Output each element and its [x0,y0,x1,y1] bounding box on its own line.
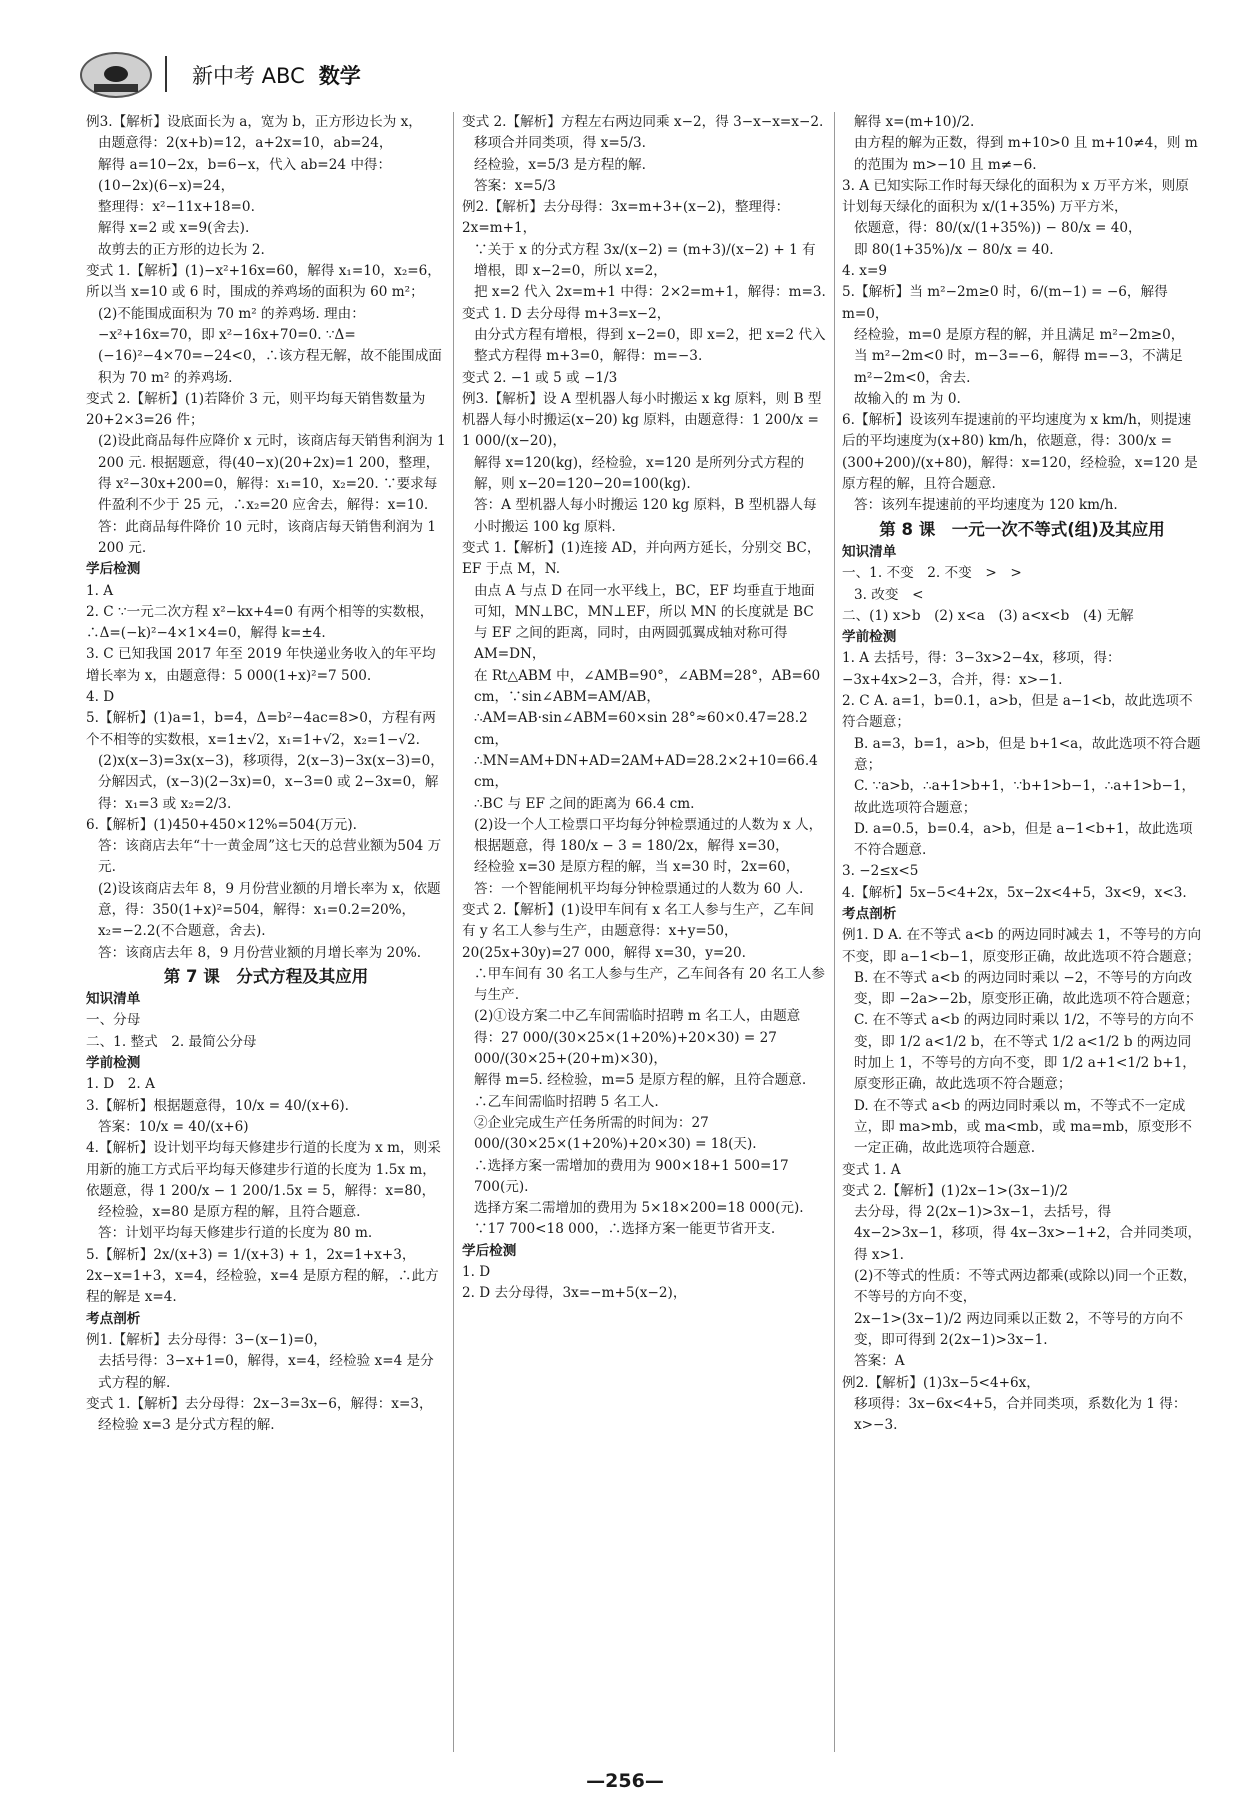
answer-column-right [842,112,1202,1752]
answer-line: ②企业完成生产任务所需的时间为：27 000/(30×25×(1+20%)+20×30) = 18(天). [474,1114,757,1153]
answer-line: 解得 a=10−2x，b=6−x，代入 ab=24 中得：(10−2x)(6−x)=24， [98,156,392,194]
answer-line: 去分母，得 2(2x−1)>3x−1，去括号，得 4x−2>3x−1，移项，得 4x−3x>−1+2，合并同类项，得 x>1. [854,1204,1202,1263]
answer-line: 4. D [86,689,115,706]
answer-line: 选择方案二需增加的费用为 5×18×200=18 000(元). [474,1200,804,1217]
page-number: —256— [586,1770,664,1792]
answer-line: ∴选择方案一需增加的费用为 900×18+1 500=17 700(元). [474,1157,789,1195]
section-heading: 学后检测 [462,1242,517,1259]
answer-line: (2)设该商店去年 8，9 月份营业额的月增长率为 x，依题意，得：350(1+x)²=504，解得：x₁=0.2=20%，x₂=−2.2(不合题意，舍去). [98,880,441,940]
answer-line: (2)设此商品每件应降价 x 元时，该商店每天销售利润为 1 200 元. 根据题意，得(40−x)(20+2x)=1 200，整理，得 x²−30x+200=0，解得：x₁=10，x₂=20. ∵要求每件盈利不少于 25 元，∴x₂=20 应舍去，解得：x=10. [98,433,446,514]
answer-line: C. ∵a>b，∴a+1>b+1，∵b+1>b−1，∴a+1>b−1，故此选项符合题意； [854,778,1196,816]
header-divider [165,56,167,92]
answer-line: 4. x=9 [842,263,887,280]
answer-line: 1. D 2. A [86,1076,155,1093]
answer-line: 3. C 已知我国 2017 年至 2019 年快递业务收入的年平均增长率为 x，由题意得：5 000(1+x)²=7 500. [86,646,436,684]
answer-line: 5.【解析】(1)a=1，b=4，Δ=b²−4ac=8>0，方程有两个不相等的实数根，x=1±√2，x₁=1+√2，x₂=1−√2. [86,710,436,748]
answer-line: 由方程的解为正数，得到 m+10>0 且 m+10≠4，则 m 的范围为 m>−10 且 m≠−6. [854,135,1198,173]
subject-title: 数学 [318,64,361,88]
example-answer: 变式 1.【解析】(1)连接 AD，并向两方延长，分别交 BC，EF 于点 M，N. [462,539,821,578]
answer-line: 1. A 去括号，得：3−3x>2−4x，移项，得：−3x+4x>2−3，合并，得：x>−1. [842,650,1121,688]
answer-line: 当 m²−2m<0 时，m−3=−6，解得 m=−3，不满足 m²−2m<0，舍去. [854,348,1183,386]
answer-line: 由点 A 与点 D 在同一水平线上，BC，EF 均垂直于地面可知，MN⊥BC，MN⊥EF，所以 MN 的长度就是 BC 与 EF 之间的距离，同时，由两圆弧翼成轴对称可得 AM=DN， [474,582,815,663]
answer-line: 故剪去的正方形的边长为 2. [98,241,265,258]
answer-line: 答：计划平均每天修建步行道的长度为 80 m. [98,1225,373,1242]
answer-line: D. 在不等式 a<b 的两边同时乘以 m，不等式不一定成立，即 ma>mb，或 ma<mb，或 ma=mb，原变形不一定正确，故此选项符合题意. [854,1097,1193,1157]
answer-line: 3. −2≤x<5 [842,863,919,880]
answer-line: 答：此商品每件降价 10 元时，该商店每天销售利润为 1 200 元. [98,518,436,556]
publisher-logo-icon [80,52,152,98]
section-heading: 考点剖析 [86,1310,141,1327]
answer-line: 依题意，得：80/(x/(1+35%)) − 80/x = 40， [854,220,1142,237]
answer-line: 经检验 x=30 是原方程的解，当 x=30 时，2x=60， [474,859,800,876]
answer-line: 3. 改变 < [854,586,924,603]
answer-line: D. a=0.5，b=0.4，a>b，但是 a−1<b+1，故此选项不符合题意. [854,820,1193,859]
answer-line: ∴乙车间需临时招聘 5 名工人. [474,1093,659,1110]
answer-line: 1. A [86,582,114,599]
answer-column-middle [462,112,827,1752]
answer-line: 6.【解析】(1)450+450×12%=504(万元). [86,816,357,833]
section-heading: 学前检测 [86,1055,141,1072]
section-heading: 考点剖析 [842,905,897,922]
answer-line: 把 x=2 代入 2x=m+1 中得：2×2=m+1，解得：m=3. [474,284,826,301]
answer-line: 解得 x=120(kg)，经检验，x=120 是所列分式方程的解，则 x−20=120−20=100(kg). [474,454,805,493]
answer-line: (2)x(x−3)=3x(x−3)，移项得，2(x−3)−3x(x−3)=0，分解因式，(x−3)(2−3x)=0，x−3=0 或 2−3x=0，解得：x₁=3 或 x₂=2/3. [98,752,444,812]
answer-line: 4.【解析】5x−5<4+2x，5x−2x<4+5，3x<9，x<3. [842,884,1187,901]
answer-line: 2. C A. a=1，b=0.1，a>b，但是 a−1<b，故此选项不符合题意； [842,693,1193,731]
answer-line: 1. D [462,1264,491,1281]
answer-line: ∴甲车间有 30 名工人参与生产，乙车间各有 20 名工人参与生产. [474,965,825,1004]
example-answer: 例2.【解析】去分母得：3x=m+3+(x−2)，整理得：2x=m+1， [462,199,790,237]
answer-line: C. 在不等式 a<b 的两边同时乘以 1/2，不等号的方向不变，即 1/2 a<1/2 b，在不等式 1/2 a<1/2 b 的两边同时加上 1，不等号的方向不变，即 1/2 a+1<1/2 b+1，原变形正确，故此选项不符合题意； [854,1012,1196,1093]
answer-line: 2. C ∵一元二次方程 x²−kx+4=0 有两个相等的实数根，∴Δ=(−k)²−4×1×4=0，解得 k=±4. [86,603,434,642]
column-divider [834,112,835,1752]
example-answer: 例3.【解析】设 A 型机器人每小时搬运 x kg 原料，则 B 型机器人每小时搬运(x−20) kg 原料，由题意得：1 200/x = 1 000/(x−20)， [462,390,822,450]
answer-line: 答：该商店去年“十一黄金周”这七天的总营业额为504 万元. [98,838,442,876]
answer-line: ∵关于 x 的分式方程 3x/(x−2) = (m+3)/(x−2) + 1 有增根，即 x−2=0，所以 x=2， [474,241,816,280]
answer-line: 一、1. 不变 2. 不变 > > [842,565,1022,582]
answer-line: 5.【解析】当 m²−2m≥0 时，6/(m−1) = −6，解得 m=0， [842,284,1168,322]
example-answer: 变式 1.【解析】(1)−x²+16x=60，解得 x₁=10，x₂=6，所以当 x=10 或 6 时，围成的养鸡场的面积为 60 m²； [86,263,441,301]
answer-line: 移项合并同类项，得 x=5/3. [474,135,646,152]
answer-line: 由题意得：2(x+b)=12，a+2x=10，ab=24， [98,135,393,152]
example-answer: 例2.【解析】(1)3x−5<4+6x， [842,1374,1040,1391]
answer-line: B. a=3，b=1，a>b，但是 b+1<a，故此选项不符合题意； [854,735,1201,773]
example-answer: 变式 2.【解析】(1)若降价 3 元，则平均每天销售数量为 20+2×3=26 件； [86,390,426,429]
section-heading: 学后检测 [86,561,141,578]
answer-line: 整理得：x²−11x+18=0. [98,199,255,216]
answer-line: 二、(1) x>b (2) x<a (3) a<x<b (4) 无解 [842,607,1134,624]
lesson-title: 第 8 课 一元一次不等式(组)及其应用 [879,519,1165,539]
answer-line: (2)不能围成面积为 70 m² 的养鸡场. 理由：−x²+16x=70，即 x²−16x+70=0. ∵Δ=(−16)²−4×70=−24<0，∴该方程无解，故不能围成面积为 70 m² 的养鸡场. [98,305,442,386]
answer-column-left [86,112,446,1752]
answer-line: 答：一个智能闸机平均每分钟检票通过的人数为 60 人. [474,880,804,897]
answer-line: ∴BC 与 EF 之间的距离为 66.4 cm. [474,795,695,812]
answer-line: 一、分母 [86,1012,141,1029]
answer-line: 6.【解析】设该列车提速前的平均速度为 x km/h，则提速后的平均速度为(x+80) km/h，依题意，得：300/x = (300+200)/(x+80)，解得：x=120，经检验，x=120 是原方程的解，且符合题意. [842,412,1198,493]
section-heading: 知识清单 [842,543,897,560]
answer-line: 二、1. 整式 2. 最简公分母 [86,1033,257,1050]
answer-line: 在 Rt△ABM 中，∠AMB=90°，∠ABM=28°，AB=60 cm，∵sin∠ABM=AM/AB， [474,667,821,706]
example-answer: 变式 2.【解析】(1)设甲车间有 x 名工人参与生产，乙车间有 y 名工人参与生产，由题意得：x+y=50，20(25x+30y)=27 000，解得 x=30，y=20. [462,901,814,961]
section-heading: 学前检测 [842,629,897,646]
answer-line: 答：A 型机器人每小时搬运 120 kg 原料，B 型机器人每小时搬运 100 kg 原料. [474,497,817,535]
example-answer: 例1. D A. 在不等式 a<b 的两边同时减去 1，不等号的方向不变，即 a−1<b−1，原变形正确，故此选项不符合题意； [842,927,1202,965]
answer-line: 经检验，x=80 是原方程的解，且符合题意. [98,1204,361,1221]
answer-line: 4.【解析】设计划平均每天修建步行道的长度为 x m，则采用新的施工方式后平均每天修建步行道的长度为 1.5x m，依题意，得 1 200/x − 1 200/1.5x = 5，解得：x=80， [86,1140,441,1199]
answer-line: 答案：x=5/3 [474,177,556,194]
answer-line: ∴AM=AB·sin∠ABM=60×sin 28°≈60×0.47=28.2 cm，∴MN=AM+DN+AD=2AM+AD=28.2×2+10=66.4 cm， [474,710,818,791]
answer-line: 即 80(1+35%)/x − 80/x = 40. [854,241,1054,258]
example-answer: 变式 1.【解析】去分母得：2x−3=3x−6，解得：x=3， [86,1395,433,1412]
answer-line: 解得 m=5. 经检验，m=5 是原方程的解，且符合题意. [474,1072,807,1089]
answer-line: 答案：10/x = 40/(x+6) [98,1118,249,1135]
column-divider [453,112,454,1752]
answer-line: 答：该商店去年 8，9 月份营业额的月增长率为 20%. [98,944,422,961]
section-heading: 知识清单 [86,991,141,1008]
answer-line: 由分式方程有增根，得到 x−2=0，即 x=2，把 x=2 代入整式方程得 m+3=0，解得：m=−3. [474,326,826,365]
example-answer: 变式 1. D 去分母得 m+3=x−2， [462,305,671,322]
answer-line: (2)设一个人工检票口平均每分钟检票通过的人数为 x 人，根据题意，得 180/x − 3 = 180/2x，解得 x=30， [474,816,823,855]
example-answer: 变式 1. A [842,1161,901,1178]
answer-line: 3.【解析】根据题意得，10/x = 40/(x+6). [86,1097,349,1114]
lesson-title: 第 7 课 分式方程及其应用 [163,966,369,986]
answer-line: ∵17 700<18 000，∴选择方案一能更节省开支. [474,1221,776,1238]
example-answer: 变式 2.【解析】方程左右两边同乘 x−2，得 3−x−x=x−2. [462,114,824,130]
answer-line: 解得 x=(m+10)/2. [854,114,975,130]
answer-line: 去括号得：3−x+1=0，解得，x=4，经检验 x=4 是分式方程的解. [98,1353,434,1391]
answer-line: 故输入的 m 为 0. [854,390,961,407]
answer-line: 2x−1>(3x−1)/2 两边同乘以正数 2，不等号的方向不变，即可得到 2(2x−1)>3x−1. [854,1310,1184,1348]
answer-line: 经检验 x=3 是分式方程的解. [98,1417,275,1434]
example-answer: 例1.【解析】去分母得：3−(x−1)=0， [86,1331,327,1348]
example-answer: 变式 2.【解析】(1)2x−1>(3x−1)/2 [842,1182,1069,1199]
answer-line: 经检验，x=5/3 是方程的解. [474,156,646,173]
series-title: 新中考 ABC [192,64,305,88]
answer-line: 5.【解析】2x/(x+3) = 1/(x+3) + 1，2x=1+x+3，2x−x=1+3，x=4，经检验，x=4 是原方程的解，∴此方程的解是 x=4. [86,1246,439,1306]
answer-line: 移项得：3x−6x<4+5，合并同类项，系数化为 1 得：x>−3. [854,1395,1187,1434]
answer-line: (2)不等式的性质：不等式两边都乘(或除以)同一个正数，不等号的方向不变， [854,1268,1197,1306]
answer-line: 经检验，m=0 是原方程的解，并且满足 m²−2m≥0， [854,326,1185,343]
answer-line: 2. D 去分母得，3x=−m+5(x−2)， [462,1285,687,1302]
page-header [80,52,1190,102]
answer-line: 解得 x=2 或 x=9(舍去). [98,220,250,237]
answer-line: 答：该列车提速前的平均速度为 120 km/h. [854,497,1118,514]
example-answer: 例3.【解析】设底面长为 a，宽为 b，正方形边长为 x， [86,114,422,130]
answer-line: B. 在不等式 a<b 的两边同时乘以 −2，不等号的方向改变，即 −2a>−2b，原变形正确，故此选项不符合题意； [854,969,1199,1008]
answer-line: 3. A 已知实际工作时每天绿化的面积为 x 万平方米，则原计划每天绿化的面积为 x/(1+35%) 万平方米， [842,177,1189,216]
answer-line: (2)①设方案二中乙车间需临时招聘 m 名工人，由题意得：27 000/(30×25×(1+20%)+20×30) = 27 000/(30×25+(20+m)×30)， [474,1008,801,1068]
answer-line: 答案：A [854,1353,905,1370]
book-title [192,60,361,90]
example-answer: 变式 2. −1 或 5 或 −1/3 [462,369,618,386]
